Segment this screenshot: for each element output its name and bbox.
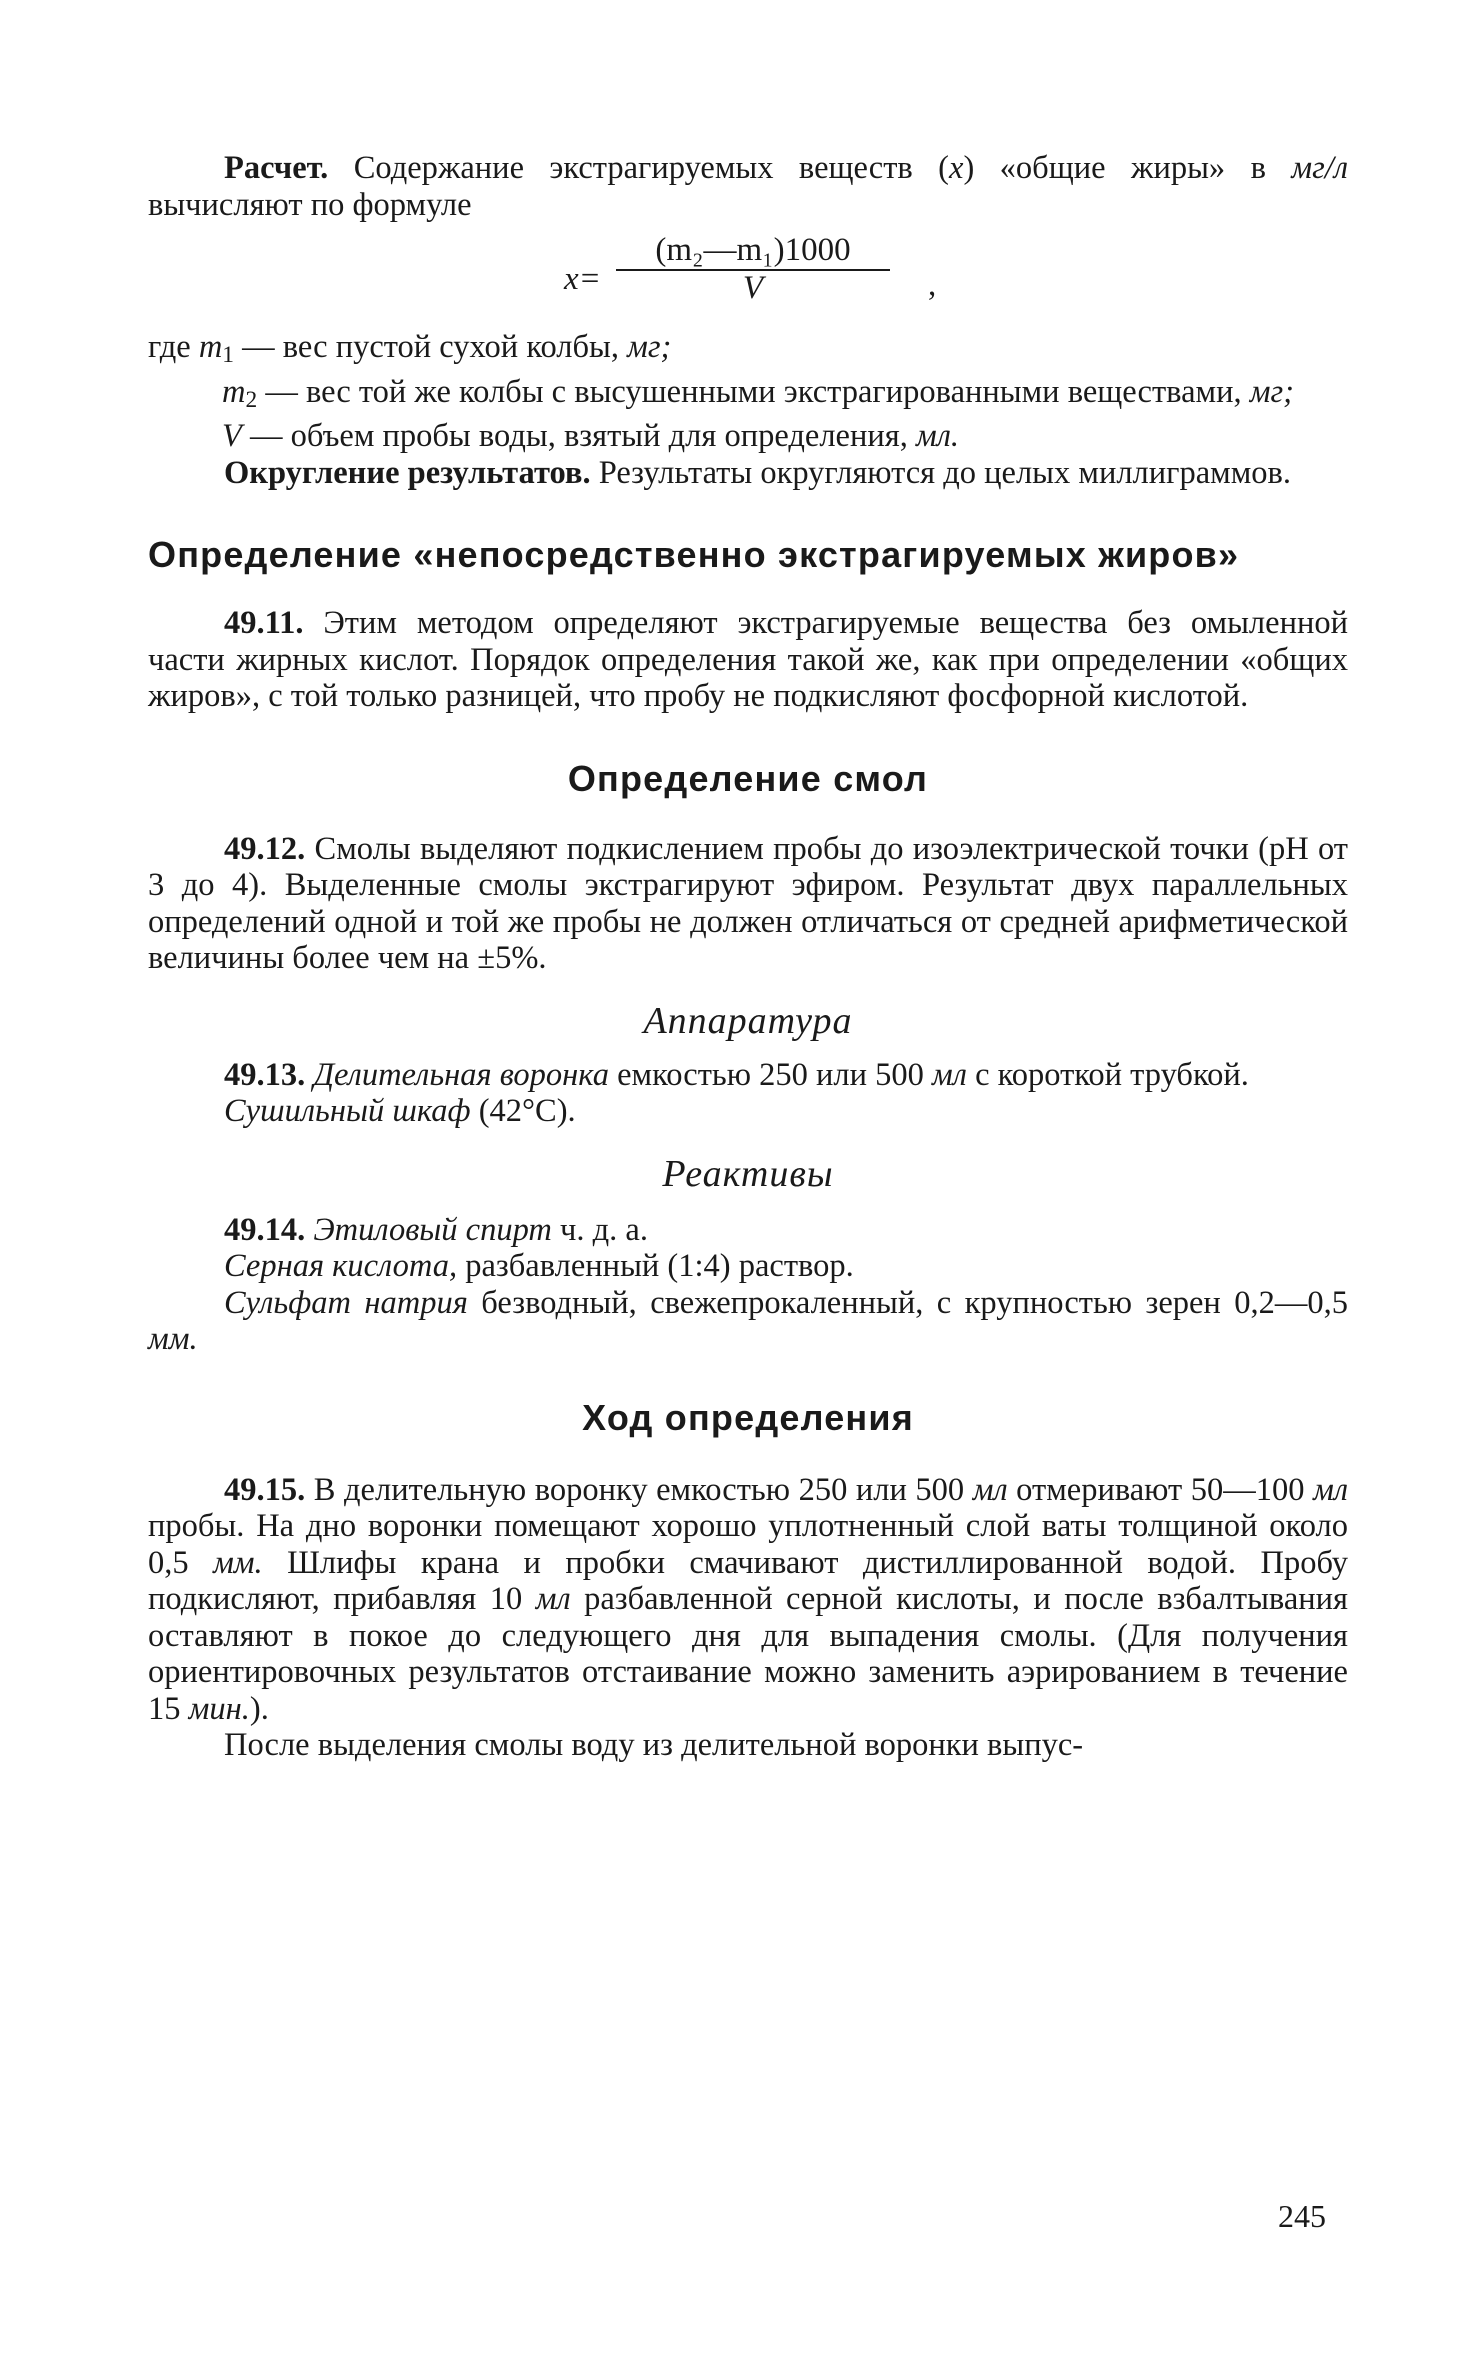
paragraph-49-11: 49.11. Этим методом определяют экстрагируемые вещества без омыленной части жирных кислот. Порядок определения такой же, как при определении «общих жиров», с той только разницей, что пробу не подкисляют фосфорной кислотой. — [148, 605, 1348, 715]
calculation-lead: Расчет. — [224, 150, 329, 186]
paragraph-49-14: 49.14. Этиловый спирт ч. д. а. — [224, 1211, 648, 1248]
paragraph-49-15: 49.15. В делительную воронку емкостью 250 или 500 мл отмеривают 50—100 мл пробы. На дно воронки помещают хорошо уплотненный слой ваты толщиной около 0,5 мм. Шлифы крана и пробки смачивают дистиллированной водой. Пробу подкисляют, прибавляя 10 мл разбавленной серной кислоты, и после взбалтывания оставляют в покое до следующего дня для выпадения смолы. (Для получения ориентировочных результатов отстаивание можно заменить аэрированием в течение 15 мин.). — [148, 1471, 1348, 1727]
rounding-lead: Округление результатов. — [224, 454, 591, 491]
reagent-sodium-sulfate: Сульфат натрия безводный, свежепрокаленный, с крупностью зерен 0,2—0,5 мм. — [148, 1284, 1348, 1358]
section-heading-resins: Определение смол — [567, 757, 929, 799]
clause-number: 49.15. — [224, 1471, 306, 1508]
formula — [148, 231, 1348, 321]
apparatus-item-drying-cabinet: Сушильный шкаф (42°C). — [224, 1093, 576, 1130]
paragraph-procedure-continued: После выделения смолы воду из делительной воронки выпус- — [224, 1727, 1084, 1764]
formula-denominator: V — [742, 270, 764, 306]
formula-fraction — [610, 231, 896, 305]
paragraph-49-13: 49.13. Делительная воронка емкостью 250 или 500 мл с короткой трубкой. — [224, 1056, 1249, 1093]
reagent-sulfuric-acid: Серная кислота, разбавленный (1:4) раствор. — [224, 1248, 854, 1285]
clause-number: 49.13. — [224, 1056, 306, 1093]
page-number: 245 — [1278, 2198, 1326, 2234]
clause-number: 49.11. — [224, 605, 304, 642]
section-heading-procedure: Ход определения — [582, 1396, 914, 1438]
section-heading-direct-fats: Определение «непосредственно экстрагируемых жиров» — [148, 534, 1240, 576]
where-m2: $m_2$ — вес той же колбы с высушенными экстрагированными веществами, мг; — [222, 373, 1294, 413]
paragraph-49-12: 49.12. Смолы выделяют подкислением пробы до изоэлектрической точки (pH от 3 до 4). Выделенные смолы экстрагируют эфиром. Результат двух параллельных определений одной и той же пробы не должен отличаться от средней арифметической величины более чем на ±5%. — [148, 830, 1348, 977]
formula-comma: , — [928, 267, 937, 303]
formula-lhs: x= — [564, 261, 601, 297]
where-m1: где $m_1$ — вес пустой сухой колбы, мг; — [148, 329, 672, 369]
clause-number: 49.14. — [224, 1211, 306, 1248]
subheading-reagents: Реактивы — [662, 1152, 834, 1195]
formula-numerator: (m₂—m₁)1000 — [655, 232, 851, 268]
subheading-apparatus: Аппаратура — [643, 999, 853, 1042]
calculation-paragraph: Расчет. Содержание экстрагируемых веществ (x) «общие жиры» в мг/л вычисляют по формуле — [148, 150, 1348, 223]
rounding-paragraph: Округление результатов. Результаты округляются до целых миллиграммов. — [224, 454, 1292, 491]
page-content — [148, 150, 1348, 1764]
clause-number: 49.12. — [224, 830, 306, 867]
where-v: V — объем пробы воды, взятый для определения, мл. — [222, 418, 959, 455]
